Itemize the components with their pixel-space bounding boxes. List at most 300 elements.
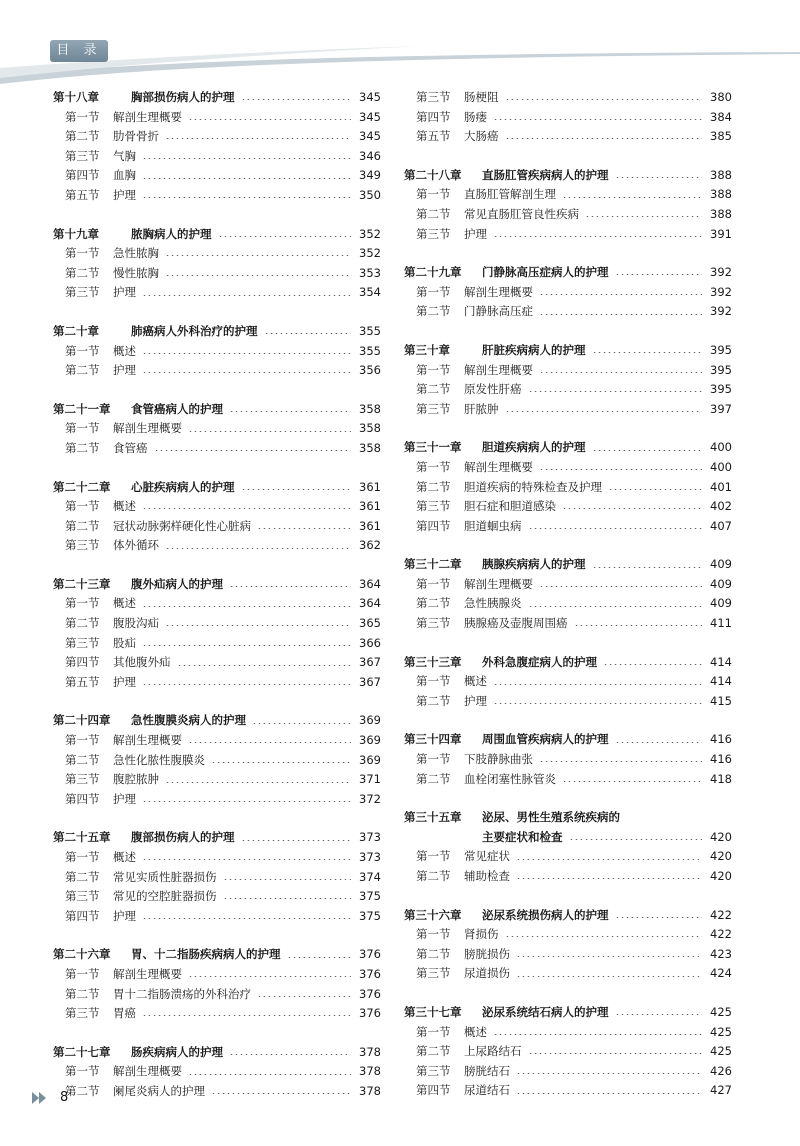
chapter-number: 第二十四章 bbox=[53, 713, 111, 728]
section-row bbox=[53, 674, 381, 694]
section-row bbox=[53, 148, 381, 168]
section-number: 第二节 bbox=[65, 440, 100, 455]
chapter-page: 422 bbox=[710, 907, 732, 922]
section-page: 425 bbox=[710, 1024, 732, 1039]
chapter-title: 外科急腹症病人的护理 bbox=[482, 654, 597, 669]
leader-dots bbox=[142, 801, 351, 802]
chapter-row bbox=[404, 556, 732, 576]
section-row bbox=[404, 1024, 732, 1044]
chapter-row bbox=[404, 264, 732, 284]
section-row bbox=[53, 732, 381, 752]
chapter-block bbox=[53, 226, 381, 304]
leader-dots bbox=[287, 957, 352, 958]
chapter-number: 第二十五章 bbox=[53, 830, 111, 845]
section-page: 350 bbox=[359, 187, 381, 202]
chapter-block bbox=[404, 654, 732, 713]
section-page: 416 bbox=[710, 752, 732, 767]
chapter-block bbox=[404, 439, 732, 537]
chapter-block bbox=[404, 809, 732, 887]
chapter-block bbox=[53, 401, 381, 460]
leader-dots bbox=[241, 840, 352, 841]
section-row bbox=[404, 615, 732, 635]
section-title: 阑尾炎病人的护理 bbox=[113, 1083, 205, 1098]
chapter-block bbox=[53, 1044, 381, 1103]
section-page: 361 bbox=[359, 518, 381, 533]
leader-dots bbox=[505, 138, 703, 139]
leader-dots bbox=[505, 99, 703, 100]
section-title: 肝脓肿 bbox=[464, 401, 499, 416]
chapter-row bbox=[404, 907, 732, 927]
section-title: 概述 bbox=[464, 674, 487, 689]
chapter-row bbox=[53, 323, 381, 343]
section-number: 第三节 bbox=[65, 889, 100, 904]
section-row bbox=[404, 1082, 732, 1102]
leader-dots bbox=[165, 548, 351, 549]
chapter-row bbox=[404, 439, 732, 459]
section-page: 425 bbox=[710, 1044, 732, 1059]
chapter-number: 第三十七章 bbox=[404, 1004, 462, 1019]
section-page: 380 bbox=[710, 90, 732, 104]
chapter-number: 第二十一章 bbox=[53, 401, 111, 416]
chapter-title: 胃、十二指肠疾病病人的护理 bbox=[131, 947, 281, 962]
leader-dots bbox=[528, 528, 703, 529]
section-page: 353 bbox=[359, 265, 381, 280]
chapter-page: 395 bbox=[710, 342, 732, 357]
section-title: 下肢静脉曲张 bbox=[464, 752, 533, 767]
leader-dots bbox=[516, 1093, 702, 1094]
section-title: 常见的空腔脏器损伤 bbox=[113, 889, 217, 904]
section-page: 414 bbox=[710, 674, 732, 689]
leader-dots bbox=[615, 274, 703, 275]
section-page: 407 bbox=[710, 518, 732, 533]
section-page: 388 bbox=[710, 206, 732, 221]
chapter-page: 352 bbox=[359, 226, 381, 241]
section-number: 第五节 bbox=[65, 187, 100, 202]
section-title: 冠状动脉粥样硬化性心脏病 bbox=[113, 518, 251, 533]
section-row bbox=[53, 362, 381, 382]
section-title: 气胸 bbox=[113, 148, 136, 163]
section-title: 概述 bbox=[113, 343, 136, 358]
section-page: 415 bbox=[710, 693, 732, 708]
leader-dots bbox=[142, 859, 351, 860]
chapter-number: 第三十五章 bbox=[404, 810, 462, 825]
section-row bbox=[404, 926, 732, 946]
leader-dots bbox=[142, 606, 351, 607]
leader-dots bbox=[188, 1074, 351, 1075]
section-title: 膀胱结石 bbox=[464, 1063, 510, 1078]
section-title: 血栓闭塞性脉管炎 bbox=[464, 771, 556, 786]
section-row bbox=[404, 128, 732, 148]
chapter-block bbox=[404, 731, 732, 790]
toc-column-left bbox=[53, 89, 381, 1122]
chapter-number: 第二十章 bbox=[53, 323, 99, 338]
chapter-page: 373 bbox=[359, 830, 381, 845]
section-number: 第一节 bbox=[65, 850, 100, 864]
section-number: 第一节 bbox=[65, 596, 100, 611]
chapter-number: 第二十六章 bbox=[53, 947, 111, 962]
section-number: 第四节 bbox=[416, 1083, 451, 1098]
leader-dots bbox=[574, 625, 703, 626]
chapter-title: 急性腹膜炎病人的护理 bbox=[131, 713, 246, 728]
section-page: 375 bbox=[359, 908, 381, 923]
chapter-number: 第三十六章 bbox=[404, 907, 462, 922]
leader-dots bbox=[539, 469, 702, 470]
leader-dots bbox=[539, 586, 702, 587]
section-number: 第一节 bbox=[416, 927, 451, 942]
leader-dots bbox=[516, 878, 702, 879]
section-number: 第四节 bbox=[65, 168, 100, 183]
leader-dots bbox=[142, 918, 351, 919]
leader-dots bbox=[264, 333, 352, 334]
section-number: 第四节 bbox=[416, 109, 451, 124]
chapter-page: 345 bbox=[359, 90, 381, 104]
section-row bbox=[53, 128, 381, 148]
leader-dots bbox=[493, 236, 702, 237]
section-row bbox=[53, 265, 381, 285]
section-page: 422 bbox=[710, 927, 732, 942]
leader-dots bbox=[615, 1014, 703, 1015]
chapter-number: 第二十七章 bbox=[53, 1044, 111, 1059]
section-row bbox=[404, 771, 732, 791]
page-footer bbox=[32, 1090, 68, 1105]
section-row bbox=[53, 343, 381, 363]
section-row bbox=[53, 986, 381, 1006]
toc-column-right bbox=[404, 89, 732, 1121]
section-title: 食管癌 bbox=[113, 440, 148, 455]
leader-dots bbox=[229, 586, 351, 587]
section-page: 369 bbox=[359, 752, 381, 767]
leader-dots bbox=[188, 431, 351, 432]
section-row bbox=[404, 848, 732, 868]
chapter-block bbox=[53, 946, 381, 1024]
leader-dots bbox=[241, 99, 352, 100]
section-number: 第三节 bbox=[416, 966, 451, 981]
chapter-row bbox=[53, 479, 381, 499]
section-number: 第二节 bbox=[65, 518, 100, 533]
section-row bbox=[53, 966, 381, 986]
section-number: 第一节 bbox=[65, 421, 100, 436]
section-row bbox=[404, 518, 732, 538]
section-row bbox=[404, 459, 732, 479]
section-page: 356 bbox=[359, 363, 381, 378]
leader-dots bbox=[165, 138, 351, 139]
section-page: 367 bbox=[359, 674, 381, 689]
chapter-page: 425 bbox=[710, 1004, 732, 1019]
section-row bbox=[404, 303, 732, 323]
section-page: 345 bbox=[359, 109, 381, 124]
chapter-title: 胰腺疾病病人的护理 bbox=[482, 557, 586, 572]
section-number: 第二节 bbox=[416, 771, 451, 786]
section-page: 376 bbox=[359, 966, 381, 981]
section-page: 367 bbox=[359, 655, 381, 670]
section-number: 第三节 bbox=[416, 90, 451, 104]
leader-dots bbox=[229, 1054, 351, 1055]
header-swoosh bbox=[0, 24, 800, 94]
section-page: 364 bbox=[359, 596, 381, 611]
section-row bbox=[53, 245, 381, 265]
leader-dots bbox=[177, 665, 352, 666]
leader-dots bbox=[142, 372, 351, 373]
section-title: 护理 bbox=[113, 285, 136, 300]
section-row bbox=[53, 849, 381, 869]
leader-dots bbox=[615, 742, 703, 743]
section-title: 急性脓胸 bbox=[113, 246, 159, 261]
leader-dots bbox=[188, 119, 351, 120]
section-title: 解剖生理概要 bbox=[113, 733, 182, 748]
section-page: 369 bbox=[359, 733, 381, 748]
section-row bbox=[404, 206, 732, 226]
section-page: 362 bbox=[359, 538, 381, 553]
chapter-page: 409 bbox=[710, 557, 732, 572]
section-title: 常见实质性脏器损伤 bbox=[113, 869, 217, 884]
section-page: 427 bbox=[710, 1083, 732, 1098]
section-title: 肠梗阻 bbox=[464, 90, 499, 104]
page-number: 8 bbox=[60, 1090, 69, 1105]
section-page: 397 bbox=[710, 401, 732, 416]
leader-dots bbox=[165, 275, 351, 276]
section-number: 第二节 bbox=[416, 304, 451, 319]
section-number: 第一节 bbox=[416, 576, 451, 591]
chapter-number: 第三十一章 bbox=[404, 440, 462, 455]
section-number: 第一节 bbox=[65, 343, 100, 358]
leader-dots bbox=[218, 236, 352, 237]
chapter-title: 脓胸病人的护理 bbox=[131, 226, 212, 241]
section-title: 上尿路结石 bbox=[464, 1044, 522, 1059]
section-row bbox=[53, 752, 381, 772]
leader-dots bbox=[165, 782, 351, 783]
section-number: 第三节 bbox=[65, 772, 100, 787]
leader-dots bbox=[142, 353, 351, 354]
section-number: 第三节 bbox=[416, 499, 451, 514]
section-number: 第四节 bbox=[416, 518, 451, 533]
chapter-block bbox=[53, 323, 381, 382]
chapter-row bbox=[53, 89, 381, 109]
section-number: 第二节 bbox=[65, 1083, 100, 1098]
leader-dots bbox=[211, 762, 351, 763]
chapter-row bbox=[404, 654, 732, 674]
chapter-title: 胆道疾病病人的护理 bbox=[482, 440, 586, 455]
section-number: 第三节 bbox=[416, 1063, 451, 1078]
section-page: 355 bbox=[359, 343, 381, 358]
section-row bbox=[404, 946, 732, 966]
section-page: 376 bbox=[359, 986, 381, 1001]
chapter-number: 第二十二章 bbox=[53, 479, 111, 494]
section-number: 第二节 bbox=[416, 596, 451, 611]
section-row bbox=[404, 479, 732, 499]
section-number: 第二节 bbox=[416, 946, 451, 961]
leader-dots bbox=[493, 1034, 702, 1035]
section-number: 第一节 bbox=[65, 733, 100, 748]
section-number: 第三节 bbox=[65, 538, 100, 553]
chapter-page: 416 bbox=[710, 732, 732, 747]
chapter-number: 第三十章 bbox=[404, 342, 450, 357]
leader-dots bbox=[142, 684, 351, 685]
section-title: 概述 bbox=[113, 499, 136, 514]
section-title: 概述 bbox=[113, 850, 136, 864]
leader-dots bbox=[142, 295, 351, 296]
section-page: 349 bbox=[359, 168, 381, 183]
section-page: 358 bbox=[359, 440, 381, 455]
leader-dots bbox=[516, 976, 702, 977]
section-row bbox=[53, 888, 381, 908]
leader-dots bbox=[592, 450, 703, 451]
section-title: 体外循环 bbox=[113, 538, 159, 553]
leader-dots bbox=[505, 936, 703, 937]
chapter-page: 388 bbox=[710, 167, 732, 182]
section-number: 第五节 bbox=[65, 674, 100, 689]
leader-dots bbox=[493, 119, 702, 120]
section-page: 373 bbox=[359, 850, 381, 864]
section-title: 解剖生理概要 bbox=[113, 109, 182, 124]
chapter-title: 肺癌病人外科治疗的护理 bbox=[131, 323, 258, 338]
section-page: 395 bbox=[710, 362, 732, 377]
section-page: 378 bbox=[359, 1083, 381, 1098]
section-page: 376 bbox=[359, 1006, 381, 1021]
section-page: 424 bbox=[710, 966, 732, 981]
leader-dots bbox=[562, 197, 702, 198]
section-row bbox=[404, 226, 732, 246]
leader-dots bbox=[142, 158, 351, 159]
section-row bbox=[404, 751, 732, 771]
section-row bbox=[53, 167, 381, 187]
leader-dots bbox=[516, 956, 702, 957]
leader-dots bbox=[539, 761, 702, 762]
leader-dots bbox=[154, 450, 352, 451]
section-page: 426 bbox=[710, 1063, 732, 1078]
section-page: 420 bbox=[710, 869, 732, 883]
section-title: 解剖生理概要 bbox=[113, 1064, 182, 1079]
section-number: 第一节 bbox=[416, 752, 451, 767]
section-row bbox=[404, 1063, 732, 1083]
chapter-page: 355 bbox=[359, 323, 381, 338]
section-title: 护理 bbox=[113, 363, 136, 378]
chapter-title: 直肠肛管疾病病人的护理 bbox=[482, 167, 609, 182]
chapter-block bbox=[53, 829, 381, 927]
leader-dots bbox=[585, 216, 702, 217]
section-row bbox=[404, 693, 732, 713]
chapter-row bbox=[53, 829, 381, 849]
section-number: 第二节 bbox=[65, 616, 100, 631]
section-row bbox=[404, 868, 732, 888]
section-title: 解剖生理概要 bbox=[464, 362, 533, 377]
section-title: 其他腹外疝 bbox=[113, 655, 171, 670]
section-number: 第一节 bbox=[416, 459, 451, 474]
section-title: 护理 bbox=[113, 791, 136, 806]
chapter-row-continued bbox=[404, 829, 732, 849]
section-title: 解剖生理概要 bbox=[464, 576, 533, 591]
chapter-row bbox=[404, 167, 732, 187]
section-title: 急性化脓性腹膜炎 bbox=[113, 752, 205, 767]
section-title: 护理 bbox=[113, 908, 136, 923]
section-page: 423 bbox=[710, 946, 732, 961]
chapter-page: 364 bbox=[359, 576, 381, 591]
section-page: 374 bbox=[359, 869, 381, 884]
section-number: 第一节 bbox=[416, 849, 451, 864]
section-page: 409 bbox=[710, 596, 732, 611]
section-title: 解剖生理概要 bbox=[464, 284, 533, 299]
chapter-page: 358 bbox=[359, 401, 381, 416]
chapter-number: 第三十三章 bbox=[404, 654, 462, 669]
leader-dots bbox=[188, 742, 351, 743]
chapter-block bbox=[53, 576, 381, 694]
section-number: 第四节 bbox=[65, 655, 100, 670]
section-row bbox=[404, 284, 732, 304]
section-row bbox=[404, 362, 732, 382]
leader-dots bbox=[528, 606, 703, 607]
section-row bbox=[53, 420, 381, 440]
section-title: 直肠肛管解剖生理 bbox=[464, 187, 556, 202]
section-title: 肾损伤 bbox=[464, 927, 499, 942]
chapter-number: 第二十三章 bbox=[53, 576, 111, 591]
section-page: 352 bbox=[359, 246, 381, 261]
leader-dots bbox=[142, 1015, 351, 1016]
section-number: 第五节 bbox=[416, 129, 451, 144]
chapter-title: 泌尿、男性生殖系统疾病的 bbox=[482, 810, 620, 825]
leader-dots bbox=[211, 1093, 351, 1094]
section-title: 尿道损伤 bbox=[464, 966, 510, 981]
section-row bbox=[53, 537, 381, 557]
section-number: 第三节 bbox=[416, 226, 451, 241]
chapter-row bbox=[53, 401, 381, 421]
section-page: 361 bbox=[359, 499, 381, 514]
section-number: 第二节 bbox=[65, 986, 100, 1001]
section-title: 胰腺癌及壶腹周围癌 bbox=[464, 616, 568, 631]
section-title: 原发性肝癌 bbox=[464, 382, 522, 397]
chapter-row bbox=[404, 809, 732, 829]
chapter-number: 第三十四章 bbox=[404, 732, 462, 747]
section-title: 常见直肠肛管良性疾病 bbox=[464, 206, 579, 221]
section-page: 402 bbox=[710, 499, 732, 514]
section-title: 护理 bbox=[464, 693, 487, 708]
chapter-page: 376 bbox=[359, 947, 381, 962]
leader-dots bbox=[142, 197, 351, 198]
chapter-block bbox=[53, 712, 381, 810]
leader-dots bbox=[516, 1073, 702, 1074]
section-row bbox=[53, 908, 381, 928]
chapter-row bbox=[404, 342, 732, 362]
leader-dots bbox=[142, 645, 351, 646]
chapter-title: 腹部损伤病人的护理 bbox=[131, 830, 235, 845]
section-title: 护理 bbox=[464, 226, 487, 241]
chapter-page: 378 bbox=[359, 1044, 381, 1059]
toc-header-label: 目 录 bbox=[50, 40, 108, 62]
section-number: 第一节 bbox=[416, 674, 451, 689]
section-number: 第二节 bbox=[416, 479, 451, 494]
section-title: 护理 bbox=[113, 674, 136, 689]
leader-dots bbox=[223, 898, 352, 899]
chapter-title: 肝脏疾病病人的护理 bbox=[482, 342, 586, 357]
section-number: 第二节 bbox=[416, 206, 451, 221]
section-row bbox=[53, 654, 381, 674]
section-number: 第一节 bbox=[416, 284, 451, 299]
section-title: 胆石症和胆道感染 bbox=[464, 499, 556, 514]
section-title: 肋骨骨折 bbox=[113, 129, 159, 144]
chapter-number: 第二十八章 bbox=[404, 167, 462, 182]
section-page: 395 bbox=[710, 382, 732, 397]
section-title: 急性胰腺炎 bbox=[464, 596, 522, 611]
chapter-row bbox=[53, 712, 381, 732]
section-number: 第一节 bbox=[65, 499, 100, 514]
leader-dots bbox=[493, 684, 702, 685]
section-number: 第一节 bbox=[416, 187, 451, 202]
leader-dots bbox=[223, 879, 352, 880]
section-page: 375 bbox=[359, 889, 381, 904]
section-row bbox=[53, 498, 381, 518]
section-number: 第二节 bbox=[416, 693, 451, 708]
leader-dots bbox=[539, 314, 702, 315]
section-page: 366 bbox=[359, 635, 381, 650]
section-row bbox=[404, 401, 732, 421]
